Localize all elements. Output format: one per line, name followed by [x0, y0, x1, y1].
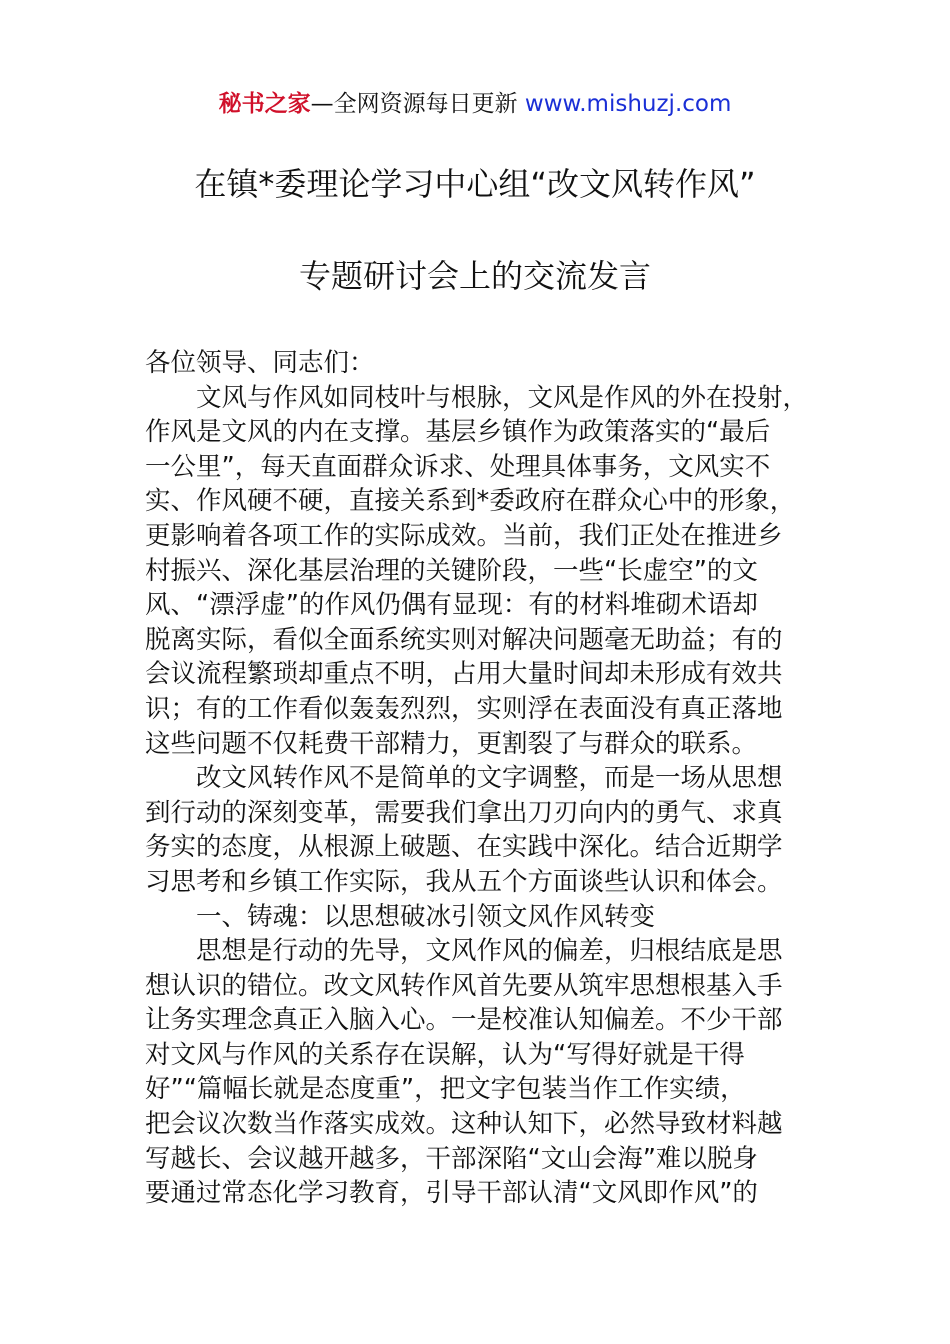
body-line: 改文风转作风不是简单的文字调整，而是一场从思想 — [196, 763, 783, 794]
body-line: 更影响着各项工作的实际成效。当前，我们正处在推进乡 — [145, 520, 783, 551]
document-title-line-1: 在镇*委理论学习中心组“改文风转作风” — [194, 165, 756, 203]
body-line: 到行动的深刻变革，需要我们拿出刀刃向内的勇气、求真 — [145, 797, 783, 828]
body-line: 让务实理念真正入脑入心。一是校准认知偏差。不少干部 — [145, 1005, 783, 1036]
body-line: 文风与作风如同枝叶与根脉，文风是作风的外在投射， — [196, 382, 809, 413]
body-line: 村振兴、深化基层治理的关键阶段，一些“长虚空”的文 — [145, 555, 758, 586]
body-line: 这些问题不仅耗费干部精力，更割裂了与群众的联系。 — [145, 728, 758, 759]
body-line: 要通过常态化学习教育，引导干部认清“文风即作风”的 — [145, 1178, 758, 1209]
document-title-line-2: 专题研讨会上的交流发言 — [298, 257, 651, 295]
section-heading: 一、铸魂：以思想破冰引领文风作风转变 — [196, 901, 656, 932]
body-line: 作风是文风的内在支撑。基层乡镇作为政策落实的“最后 — [145, 417, 771, 448]
body-line: 识；有的工作看似轰轰烈烈，实则浮在表面没有真正落地 — [145, 693, 783, 724]
body-line: 思想是行动的先导，文风作风的偏差，归根结底是思 — [196, 936, 783, 967]
body-line: 风、“漂浮虚”的作风仍偶有显现：有的材料堆砌术语却 — [145, 590, 758, 621]
document-body — [145, 346, 825, 1211]
salutation: 各位领导、同志们： — [145, 348, 375, 378]
body-line: 习思考和乡镇工作实际，我从五个方面谈些认识和体会。 — [145, 866, 783, 897]
site-url-link[interactable]: www.mishuzj.com — [524, 91, 732, 117]
body-line: 会议流程繁琐却重点不明，占用大量时间却未形成有效共 — [145, 659, 783, 690]
body-line: 实、作风硬不硬，直接关系到*委政府在群众心中的形象， — [145, 486, 796, 517]
body-line: 写越长、会议越开越多，干部深陷“文山会海”难以脱身 — [145, 1143, 758, 1174]
body-line: 脱离实际，看似全面系统实则对解决问题毫无助益；有的 — [145, 624, 783, 655]
body-line: 一公里”，每天直面群众诉求、处理具体事务，文风实不 — [145, 451, 771, 482]
site-slogan: —全网资源每日更新 — [310, 91, 525, 117]
body-line: 想认识的错位。改文风转作风首先要从筑牢思想根基入手 — [145, 970, 783, 1001]
body-line: 好”“篇幅长就是态度重”，把文字包装当作工作实绩， — [145, 1074, 746, 1105]
brand-name: 秘书之家 — [218, 91, 311, 117]
body-line: 把会议次数当作落实成效。这种认知下，必然导致材料越 — [145, 1109, 783, 1140]
body-line: 务实的态度，从根源上破题、在实践中深化。结合近期学 — [145, 832, 783, 863]
site-header — [0, 86, 950, 122]
body-line: 对文风与作风的关系存在误解，认为“写得好就是干得 — [145, 1039, 745, 1070]
